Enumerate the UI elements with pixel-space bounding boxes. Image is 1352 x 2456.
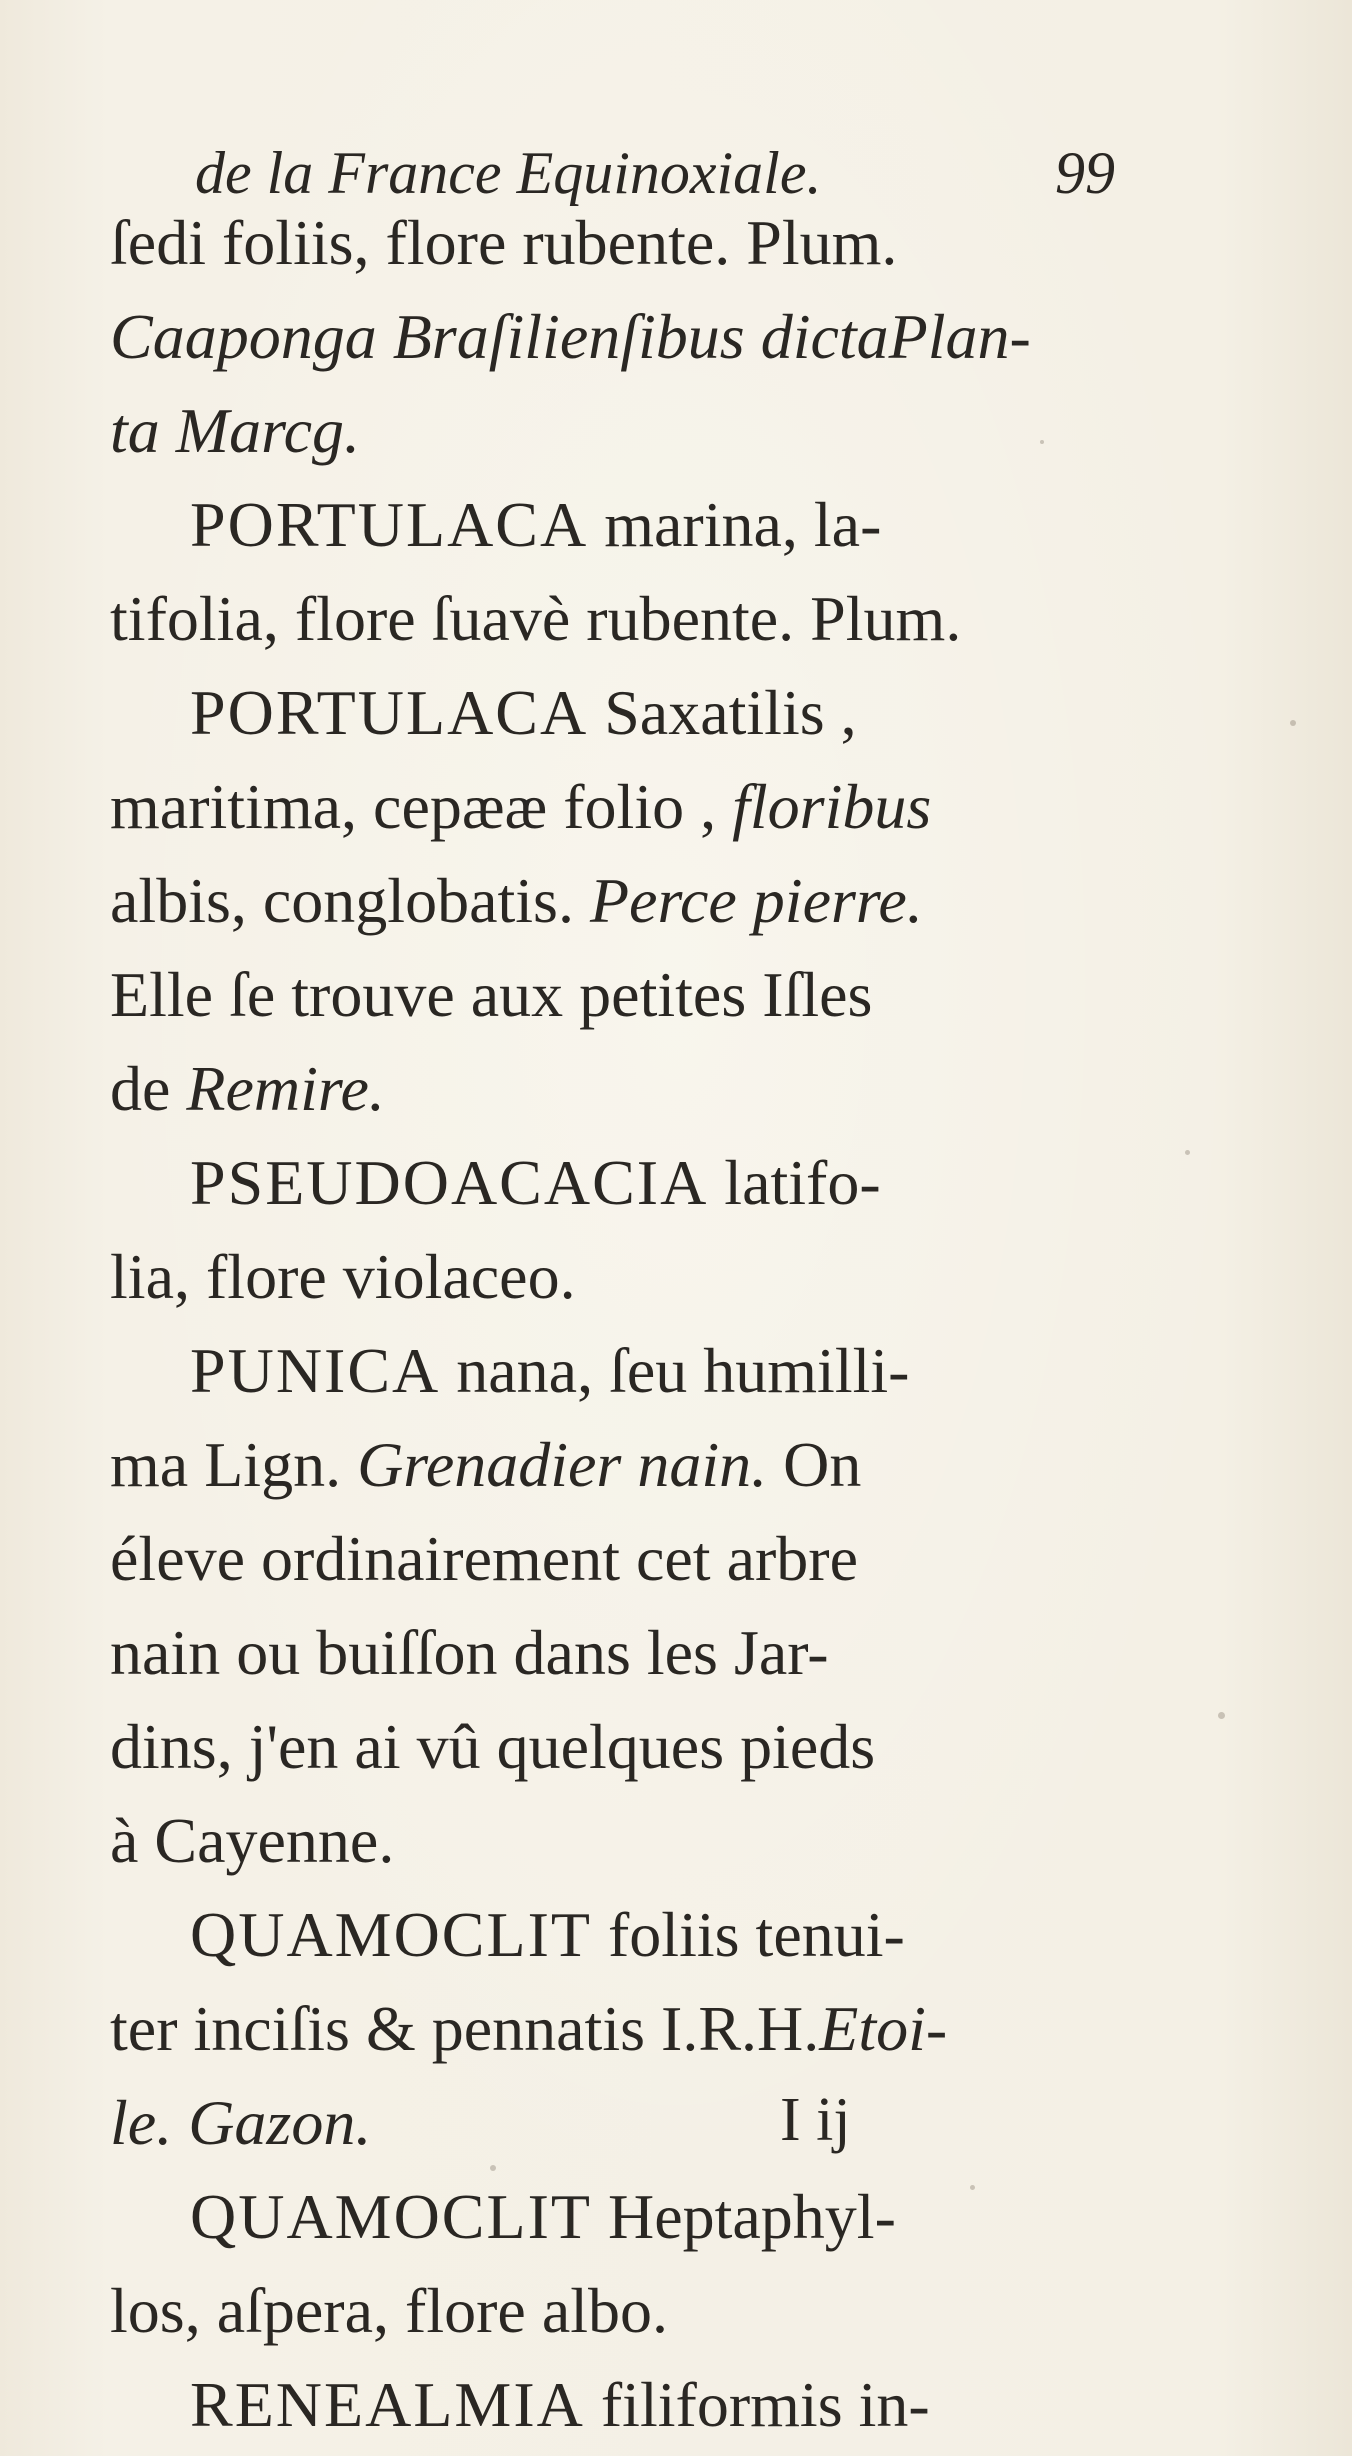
text-run: latifo-	[708, 1147, 881, 1218]
entry-heading: RENEALMIA	[190, 2369, 585, 2440]
text-line	[110, 196, 1110, 290]
text-run: Saxatilis ,	[588, 677, 857, 748]
text-run: ſedi foliis, flore rubente. Plum.	[110, 207, 898, 278]
text-line	[110, 1982, 1110, 2076]
text-line	[110, 384, 1110, 478]
entry-heading: QUAMOCLIT	[190, 2181, 592, 2252]
text-line	[110, 1512, 1110, 1606]
text-line	[110, 290, 1110, 384]
text-run: Perce pierre.	[589, 865, 923, 936]
text-line	[110, 666, 1110, 760]
text-line	[110, 1700, 1110, 1794]
text-run: Heptaphyl-	[591, 2181, 896, 2252]
text-run: tifolia, flore ſuavè rubente. Plum.	[110, 583, 962, 654]
entry-heading: QUAMOCLIT	[190, 1899, 592, 1970]
text-line	[110, 2358, 1110, 2452]
text-line	[110, 1888, 1110, 1982]
text-run: lia, flore violaceo.	[110, 1241, 576, 1312]
entry-heading: PORTULACA	[190, 677, 589, 748]
text-line	[110, 760, 1110, 854]
text-run: ta Marcg.	[110, 395, 361, 466]
text-run: Caaponga Braſilienſibus dictaPlan-	[110, 301, 1031, 372]
text-run: los, aſpera, flore albo.	[110, 2275, 668, 2346]
text-line	[110, 1042, 1110, 1136]
entry-heading: PSEUDOACACIA	[190, 1147, 709, 1218]
signature-mark: I ij	[780, 2086, 851, 2154]
text-run: marina, la-	[588, 489, 882, 560]
text-run: dins, j'en ai vû quelques pieds	[110, 1711, 876, 1782]
entry-heading: PUNICA	[190, 1335, 441, 1406]
text-run: On	[767, 1429, 862, 1500]
text-run: floribus	[732, 771, 932, 842]
page-number: 99	[1055, 139, 1115, 206]
text-run: ma Lign.	[110, 1429, 358, 1500]
text-run: nain ou buiſſon dans les Jar-	[110, 1617, 829, 1688]
text-run: Grenadier nain.	[357, 1429, 768, 1500]
text-run: à Cayenne.	[110, 1805, 395, 1876]
text-run: éleve ordinairement cet arbre	[110, 1523, 858, 1594]
text-run: de	[110, 1053, 187, 1124]
text-run: Elle ſe trouve aux petites Iſles	[110, 959, 873, 1030]
text-line	[110, 1794, 1110, 1888]
text-run: filiformis in-	[584, 2369, 930, 2440]
text-line	[110, 478, 1110, 572]
text-run: ter inciſis & pennatis I.R.H.	[110, 1993, 820, 2064]
text-run: Remire.	[186, 1053, 385, 1124]
running-title: de la France Equinoxiale.	[195, 139, 822, 206]
text-line	[110, 2264, 1110, 2358]
paper-speck	[1290, 720, 1296, 726]
text-line	[110, 1606, 1110, 1700]
text-line	[110, 948, 1110, 1042]
text-run: maritima, cepææ folio ,	[110, 771, 733, 842]
text-line	[110, 1136, 1110, 1230]
text-run: le. Gazon.	[110, 2087, 372, 2158]
text-run: foliis tenui-	[591, 1899, 905, 1970]
entry-heading: PORTULACA	[190, 489, 589, 560]
paper-speck	[1218, 1712, 1225, 1719]
text-line	[110, 572, 1110, 666]
text-line	[110, 854, 1110, 948]
text-run: Etoi-	[819, 1993, 948, 2064]
text-line	[110, 1324, 1110, 1418]
text-line	[110, 2170, 1110, 2264]
text-run: albis, conglobatis.	[110, 865, 590, 936]
text-line	[110, 1418, 1110, 1512]
paper-speck	[1185, 1150, 1190, 1155]
text-run: nana, ſeu humilli-	[440, 1335, 910, 1406]
text-line	[110, 2076, 1110, 2170]
body-text	[110, 196, 1110, 2452]
text-line	[110, 1230, 1110, 1324]
